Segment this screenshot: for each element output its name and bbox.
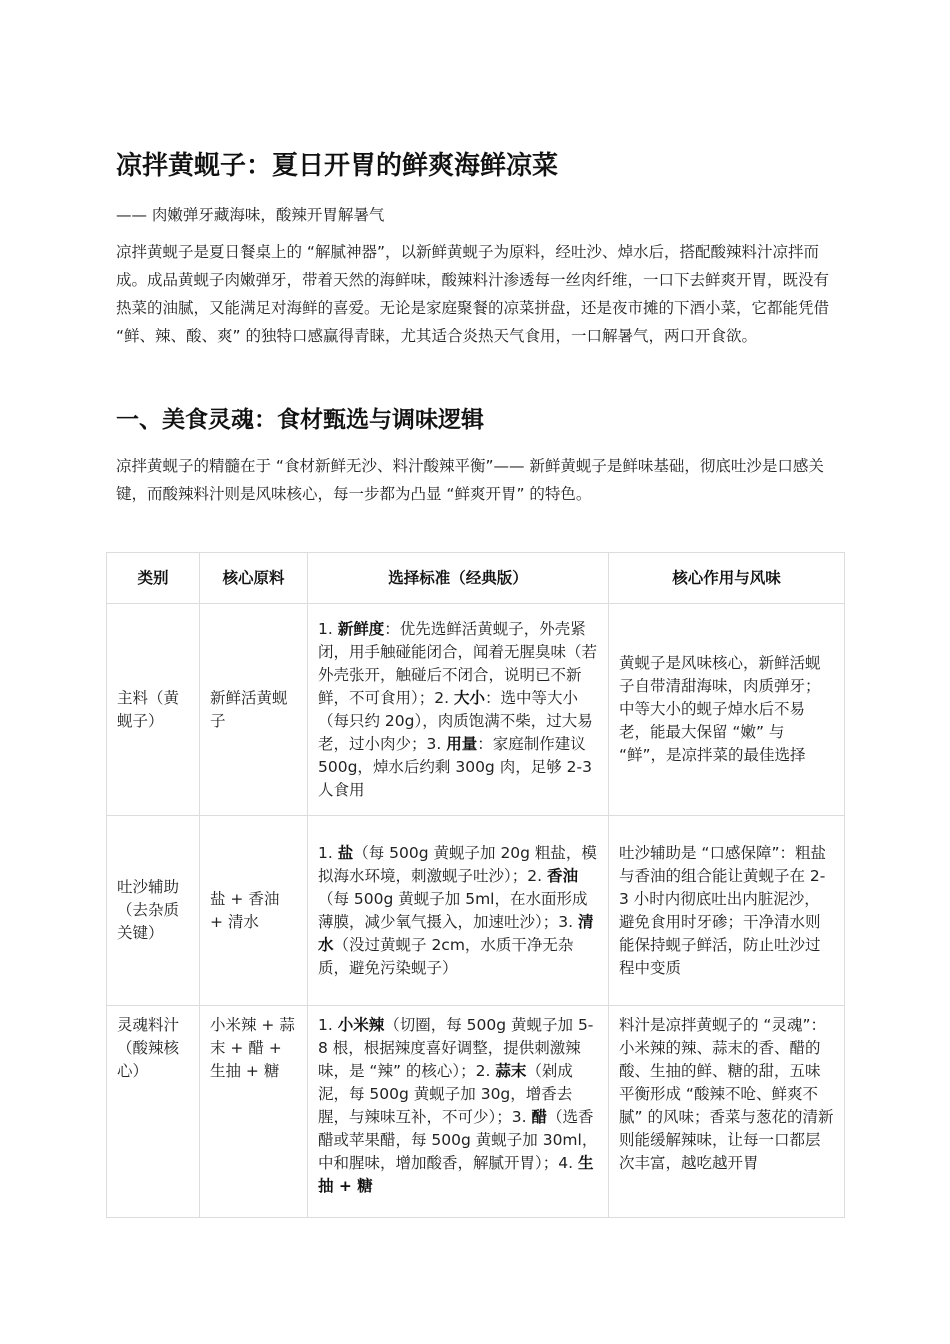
criteria-text: ：选中等大小（每只约 20g），肉质饱满不柴，过大易老，过小肉少；3. (318, 688, 593, 753)
header-category: 类别 (107, 553, 200, 604)
section-paragraph: 凉拌黄蚬子的精髓在于 “食材新鲜无沙、料汁酸辣平衡”—— 新鲜黄蚬子是鲜味基础，彻底吐沙是口感关键，而酸辣料汁则是风味核心，每一步都为凸显 “鲜爽开胃” 的特色。 (116, 457, 824, 503)
ingredients-table (106, 552, 845, 1218)
criteria-keyword: 香油 (546, 866, 578, 885)
criteria-cell (308, 816, 609, 1006)
criteria-cell (308, 604, 609, 816)
category-cell: 灵魂料汁（酸辣核心） (107, 1006, 200, 1218)
table-header-row (107, 553, 845, 604)
criteria-text: 1. (318, 843, 338, 862)
category-cell: 吐沙辅助（去杂质关键） (107, 816, 200, 1006)
ingredient-cell: 盐 + 香油 + 清水 (200, 816, 308, 1006)
criteria-keyword: 大小 (453, 688, 485, 707)
section-heading: 一、美食灵魂：食材甄选与调味逻辑 (116, 407, 484, 433)
criteria-keyword: 生抽 + 糖 (318, 1154, 594, 1195)
criteria-text: （没过黄蚬子 2cm，水质干净无杂质，避免污染蚬子） (318, 935, 574, 977)
criteria-cell (308, 1006, 609, 1218)
table-row (107, 816, 845, 1006)
criteria-text: （每 500g 黄蚬子加 5ml，在水面形成薄膜，减少氧气摄入，加速吐沙）；3. (318, 889, 588, 931)
criteria-keyword: 醋 (531, 1108, 547, 1126)
criteria-text: （每 500g 黄蚬子加 20g 粗盐，模拟海水环境，刺激蚬子吐沙）；2. (318, 843, 597, 885)
criteria-text: 1. (318, 1016, 338, 1034)
header-effect: 核心作用与风味 (609, 553, 845, 604)
page-title: 凉拌黄蚬子：夏日开胃的鲜爽海鲜凉菜 (116, 151, 559, 181)
criteria-text: （选香醋或苹果醋，每 500g 黄蚬子加 30ml，中和腥味，增加酸香，解腻开胃）；4. (318, 1108, 598, 1172)
effect-cell: 黄蚬子是风味核心，新鲜活蚬子自带清甜海味，肉质弹牙；中等大小的蚬子焯水后不易老，能最大保留 “嫩” 与 “鲜”，是凉拌菜的最佳选择 (609, 604, 845, 816)
criteria-text: ：优先选鲜活黄蚬子，外壳紧闭，用手触碰能闭合，闻着无腥臭味（若外壳张开，触碰后不闭合，说明已不新鲜，不可食用）；2. (318, 619, 598, 707)
criteria-text: （切圈，每 500g 黄蚬子加 5-8 根，根据辣度喜好调整，提供刺激辣味，是 “辣” 的核心）；2. (318, 1016, 594, 1080)
ingredient-cell: 小米辣 + 蒜末 + 醋 + 生抽 + 糖 (200, 1006, 308, 1218)
header-criteria: 选择标准（经典版） (308, 553, 609, 604)
header-ingredient: 核心原料 (200, 553, 308, 604)
table-row (107, 1006, 845, 1218)
criteria-text: 1. (318, 619, 338, 638)
criteria-keyword: 蒜末 (495, 1062, 527, 1080)
ingredient-cell: 新鲜活黄蚬子 (200, 604, 308, 816)
criteria-text: （剁成泥，每 500g 黄蚬子加 30g，增香去腥，与辣味互补，不可少）；3. (318, 1062, 573, 1126)
criteria-keyword: 小米辣 (337, 1016, 385, 1034)
criteria-text: ：家庭制作建议 500g，焯水后约剩 300g 肉，足够 2-3 人食用 (318, 734, 592, 799)
criteria-keyword: 新鲜度 (337, 619, 385, 638)
category-cell: 主料（黄蚬子） (107, 604, 200, 816)
criteria-keyword: 清水 (318, 912, 594, 954)
intro-paragraph: 凉拌黄蚬子是夏日餐桌上的 “解腻神器”，以新鲜黄蚬子为原料，经吐沙、焯水后，搭配酸辣料汁凉拌而成。成品黄蚬子肉嫩弹牙，带着天然的海鲜味，酸辣料汁渗透每一丝肉纤维，一口下去鲜爽开胃，既没有热菜的油腻，又能满足对海鲜的喜爱。无论是家庭聚餐的凉菜拼盘，还是夜市摊的下酒小菜，它都能凭借 “鲜、辣、酸、爽” 的独特口感赢得青睐，尤其适合炎热天气食用，一口解暑气，两口开食欲。 (116, 243, 830, 345)
effect-cell: 料汁是凉拌黄蚬子的 “灵魂”：小米辣的辣、蒜末的香、醋的酸、生抽的鲜、糖的甜，五味平衡形成 “酸辣不呛、鲜爽不腻” 的风味；香菜与葱花的清新则能缓解辣味，让每一口都层次丰富，越吃越开胃 (609, 1006, 845, 1218)
criteria-keyword: 用量 (446, 734, 478, 753)
effect-cell: 吐沙辅助是 “口感保障”：粗盐与香油的组合能让黄蚬子在 2-3 小时内彻底吐出内脏泥沙，避免食用时牙碜；干净清水则能保持蚬子鲜活，防止吐沙过程中变质 (609, 816, 845, 1006)
subtitle: —— 肉嫩弹牙藏海味，酸辣开胃解暑气 (116, 206, 385, 224)
table-row (107, 604, 845, 816)
criteria-keyword: 盐 (337, 843, 354, 862)
